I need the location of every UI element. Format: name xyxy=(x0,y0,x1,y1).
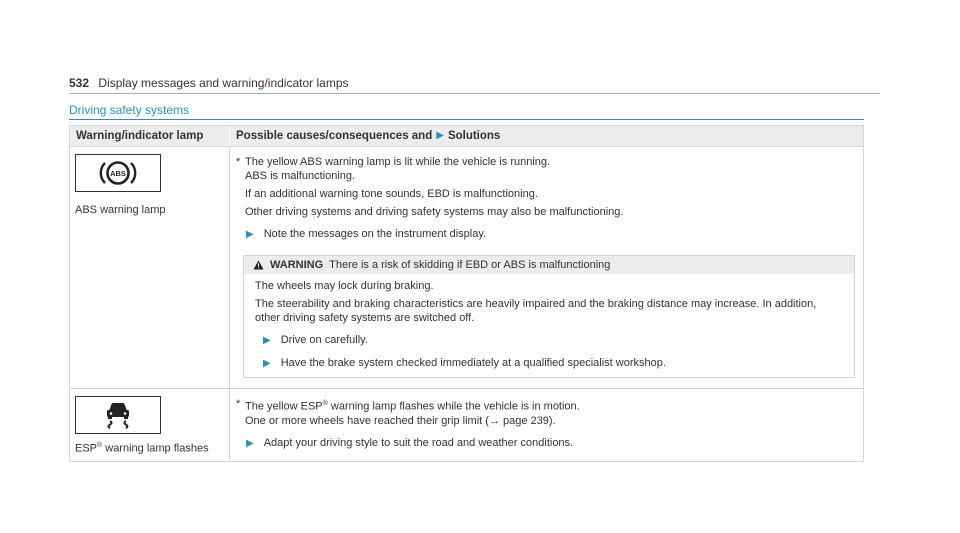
warning-triangle-icon xyxy=(253,260,264,270)
arrow-right-icon: ▶ xyxy=(436,130,444,141)
cause-item xyxy=(236,155,855,219)
warning-body xyxy=(244,274,854,377)
table-row xyxy=(70,146,863,388)
arrow-right-icon: ▶ xyxy=(246,229,254,240)
cause-line: If an additional warning tone sounds, EBD is malfunctioning. xyxy=(245,188,538,200)
col-header-causes xyxy=(230,126,863,146)
section-title: Driving safety systems xyxy=(69,103,190,117)
causes-cell xyxy=(230,389,863,461)
star-marker: * xyxy=(236,156,241,168)
page-header-title: Display messages and warning/indicator lamps xyxy=(98,76,349,90)
arrow-right-icon: ▶ xyxy=(263,335,271,346)
page-header xyxy=(69,76,349,90)
warning-line: The steerability and braking characteristics are heavily impaired and the braking distance may increase. In addition, other driving safety systems are switched off. xyxy=(255,298,817,324)
arrow-right-icon: ▶ xyxy=(246,437,254,449)
lamp-table xyxy=(69,125,864,462)
abs-icon-text: ABS xyxy=(110,169,126,178)
cause-line: The yellow ESP® warning lamp flashes while the vehicle is in motion. xyxy=(245,400,580,413)
abs-lamp-icon xyxy=(75,154,161,192)
section-divider xyxy=(69,119,864,120)
warning-label: WARNING xyxy=(270,259,324,271)
causes-cell xyxy=(230,147,863,388)
cause-line: The yellow ABS warning lamp is lit while the vehicle is running. xyxy=(245,156,551,168)
cause-line: ABS is malfunctioning. xyxy=(245,170,356,182)
col-header-lamp: Warning/indicator lamp xyxy=(70,126,230,146)
cause-line: One or more wheels have reached their grip limit (→ page 239). xyxy=(245,414,556,427)
warning-step-text: Drive on carefully. xyxy=(280,334,368,346)
table-row xyxy=(70,388,863,461)
table-header xyxy=(70,126,863,146)
lamp-label: ABS warning lamp xyxy=(75,204,166,216)
warning-box xyxy=(243,255,855,378)
warning-step-text: Have the brake system checked immediately at a qualified specialist workshop. xyxy=(280,357,666,369)
cause-item xyxy=(236,397,855,428)
warning-header xyxy=(244,256,854,274)
solution-step xyxy=(246,436,855,451)
warning-line: The wheels may lock during braking. xyxy=(255,280,434,292)
star-marker: * xyxy=(236,398,241,410)
lamp-cell xyxy=(70,147,230,388)
solution-step xyxy=(246,227,855,242)
lamp-label: ESP® warning lamp flashes xyxy=(75,442,209,455)
warning-title: There is a risk of skidding if EBD or ABS is malfunctioning xyxy=(329,259,611,271)
header-divider xyxy=(69,93,880,94)
warning-step xyxy=(263,356,844,371)
esp-skid-icon xyxy=(75,396,161,434)
arrow-right-icon: ▶ xyxy=(263,358,271,369)
col-header-solutions-text: Solutions xyxy=(447,130,501,142)
warning-step xyxy=(263,333,844,348)
cause-line: Other driving systems and driving safety systems may also be malfunctioning. xyxy=(245,206,624,218)
solution-text: Adapt your driving style to suit the road and weather conditions. xyxy=(263,436,574,449)
page-number: 532 xyxy=(69,76,90,90)
col-header-causes-text: Possible causes/consequences and xyxy=(236,130,433,142)
lamp-cell xyxy=(70,389,230,461)
solution-text: Note the messages on the instrument display. xyxy=(263,228,487,240)
